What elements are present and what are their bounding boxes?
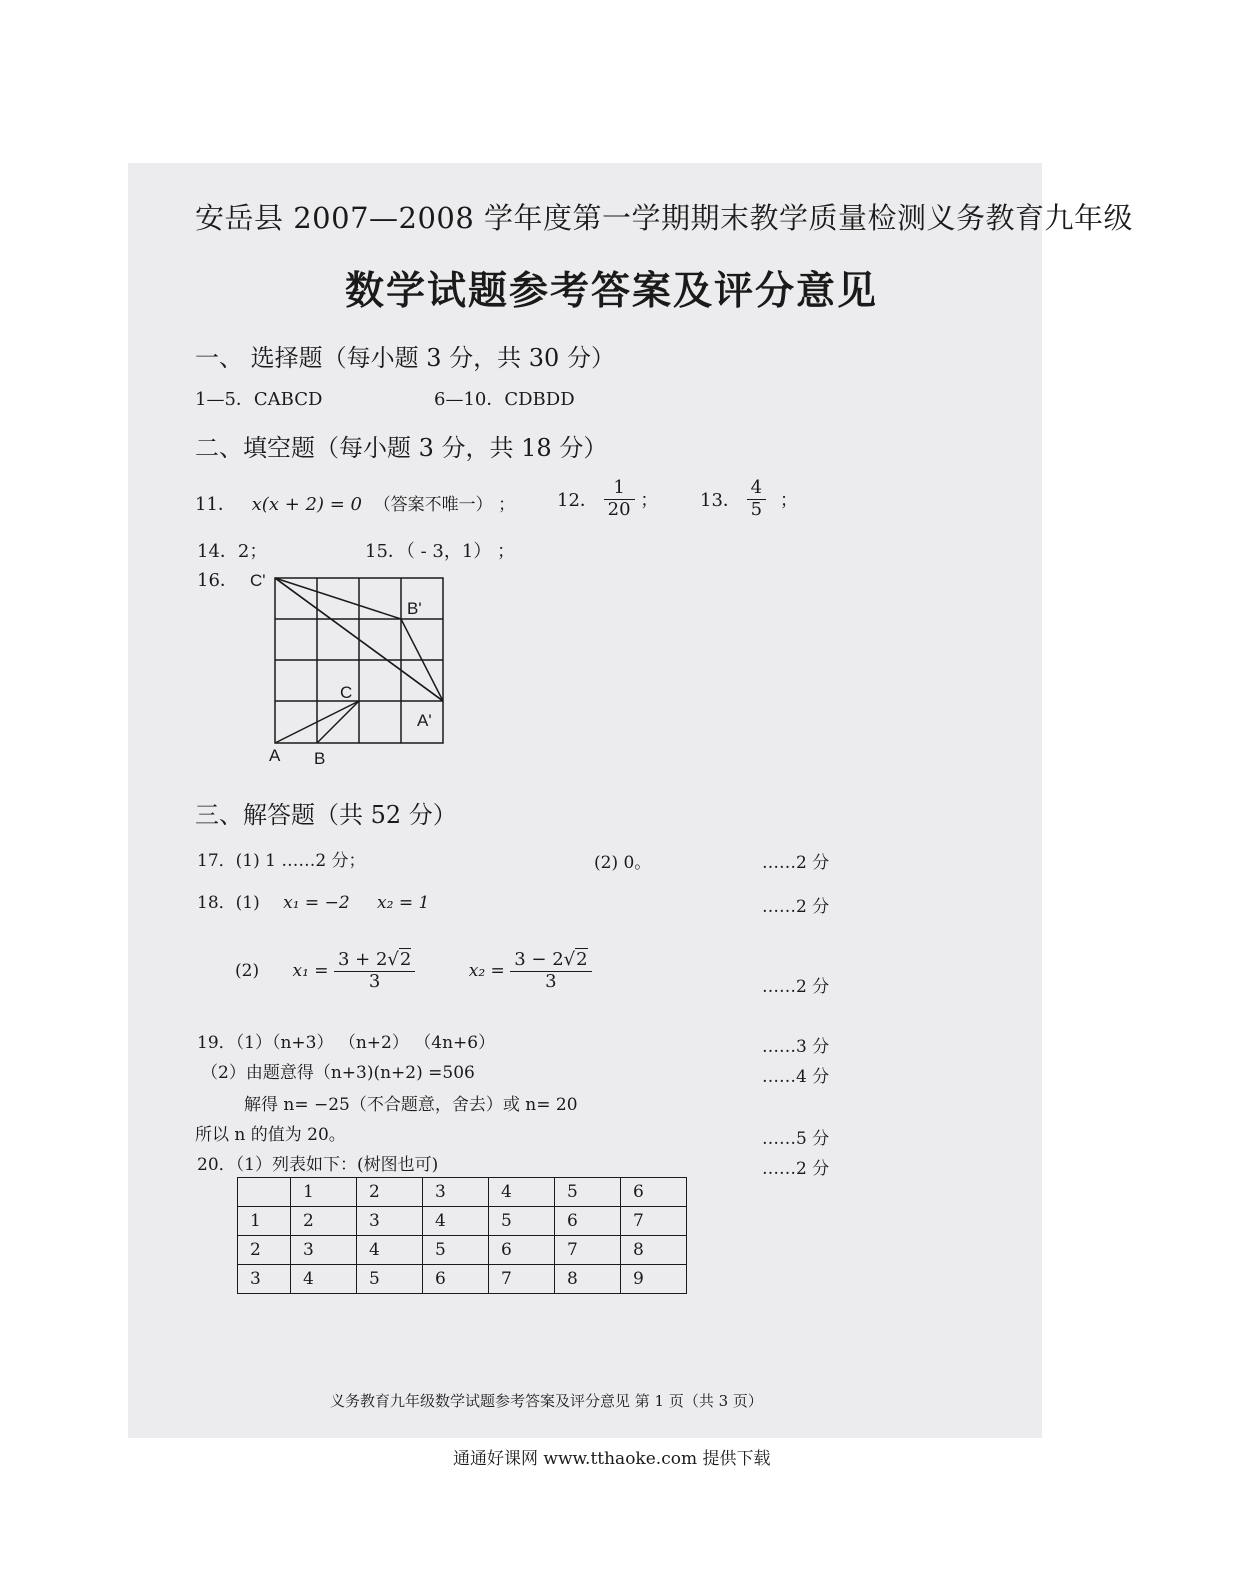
table-cell: 2: [291, 1207, 357, 1236]
table-cell: 2: [357, 1178, 423, 1207]
q18-part2-label: (2): [235, 961, 260, 982]
q18-part1-label: 18．(1): [197, 893, 260, 913]
table-row: [238, 1265, 687, 1294]
q19-conclusion: 所以 n 的值为 20。: [195, 1125, 346, 1145]
answers-1-5: 1—5．CABCD: [195, 389, 323, 410]
label-b-prime: B': [407, 599, 422, 618]
table-cell: 2: [238, 1236, 291, 1265]
q11: [195, 490, 515, 516]
section1-heading: 一、 选择题（每小题 3 分，共 30 分）: [195, 344, 615, 372]
dice-sum-table: [237, 1177, 687, 1294]
table-cell: 3: [423, 1178, 489, 1207]
label-c-prime: C': [250, 571, 266, 590]
q13: [700, 478, 798, 520]
q19-part2: （2）由题意得（n+3)(n+2) =506: [201, 1063, 475, 1083]
q18-x2-radicand: 2: [576, 949, 588, 970]
q18-x2-denominator: 3: [545, 970, 557, 992]
q12: [557, 478, 658, 520]
q19-conclusion-score: ……5 分: [762, 1129, 830, 1149]
table-cell: 5: [489, 1207, 555, 1236]
q11-label: 11．: [195, 494, 236, 515]
table-row: [238, 1236, 687, 1265]
q12-separator: ；: [640, 490, 659, 512]
label-a-prime: A': [417, 711, 432, 730]
q18-x1-numerator: 3 + 2: [337, 949, 388, 970]
q20-part1: 20．（1）列表如下：(树图也可): [197, 1155, 439, 1175]
q18-x2: x₂ = 1: [377, 893, 430, 913]
q11-expression: x(x + 2) = 0: [251, 494, 362, 515]
table-cell: 4: [489, 1178, 555, 1207]
q19-solution: 解得 n= −25（不合题意，舍去）或 n= 20: [244, 1095, 578, 1115]
table-cell: 7: [555, 1236, 621, 1265]
section3-heading: 三、解答题（共 52 分）: [195, 801, 457, 829]
page-footer: 义务教育九年级数学试题参考答案及评分意见 第 1 页（共 3 页）: [330, 1392, 763, 1410]
rotation-grid-figure: [250, 568, 455, 768]
q19-part1-score: ……3 分: [762, 1037, 830, 1057]
q17-score: ……2 分: [762, 853, 830, 873]
table-cell: 7: [621, 1207, 687, 1236]
q18-x1-fraction: $\frac{3 + 2√2}{3}$: [334, 950, 415, 992]
table-cell: 6: [621, 1178, 687, 1207]
table-cell: 8: [621, 1236, 687, 1265]
q19-part2-score: ……4 分: [762, 1067, 830, 1087]
q12-numerator: 1: [604, 478, 635, 500]
table-cell: 7: [489, 1265, 555, 1294]
q18-x1: x₁ = −2: [283, 893, 350, 913]
q13-fraction: [747, 478, 766, 520]
q17-part1: 17．(1) 1 ……2 分；: [197, 851, 366, 871]
table-cell: 1: [291, 1178, 357, 1207]
table-cell: 3: [238, 1265, 291, 1294]
q12-fraction: [604, 478, 635, 520]
table-cell: 5: [423, 1236, 489, 1265]
table-cell: 9: [621, 1265, 687, 1294]
answers-6-10: 6—10．CDBDD: [434, 389, 575, 410]
q18-x2-lhs: x₂ =: [468, 961, 505, 982]
q18-part2: [235, 950, 592, 992]
q19-part1: 19．（1）（n+3） （n+2） （4n+6）: [197, 1033, 496, 1053]
q20-part1-score: ……2 分: [762, 1159, 830, 1179]
page-title: 数学试题参考答案及评分意见: [345, 269, 879, 314]
table-cell: 6: [555, 1207, 621, 1236]
q18-x1-lhs: x₁ =: [292, 961, 329, 982]
q18-part1-score: ……2 分: [762, 897, 830, 917]
table-cell: 5: [357, 1265, 423, 1294]
table-cell: 3: [357, 1207, 423, 1236]
q13-numerator: 4: [747, 478, 766, 500]
section2-heading: 二、填空题（每小题 3 分，共 18 分）: [195, 434, 608, 462]
q12-denominator: 20: [607, 498, 631, 520]
table-cell: 4: [357, 1236, 423, 1265]
label-c: C: [340, 683, 353, 702]
q18-x2-numerator: 3 − 2: [514, 949, 564, 970]
table-cell: 1: [238, 1207, 291, 1236]
q18-x1-denominator: 3: [368, 970, 381, 992]
table-cell: 6: [489, 1236, 555, 1265]
table-cell: 6: [423, 1265, 489, 1294]
table-row: [238, 1207, 687, 1236]
q14: 14．2；: [197, 541, 268, 562]
q11-note: （答案不唯一） ；: [373, 495, 516, 515]
q18-x2-fraction: $\frac{3 - 2√2}{3}$: [510, 950, 591, 992]
q13-label: 13．: [700, 490, 741, 512]
table-cell: 8: [555, 1265, 621, 1294]
q18-part1: [197, 888, 429, 913]
label-a: A: [269, 746, 281, 765]
header-line1: 安岳县 2007—2008 学年度第一学期期末教学质量检测义务教育九年级: [195, 201, 1134, 235]
q16: 16．: [197, 570, 238, 591]
table-cell: 4: [291, 1265, 357, 1294]
q12-label: 12．: [557, 490, 598, 512]
q17-part2: (2) 0。: [594, 853, 652, 873]
table-cell: 3: [291, 1236, 357, 1265]
table-row: [238, 1178, 687, 1207]
table-cell: 5: [555, 1178, 621, 1207]
q18-x1-radicand: 2: [399, 949, 412, 970]
table-cell: [238, 1178, 291, 1207]
table-cell: 4: [423, 1207, 489, 1236]
download-credit: 通通好课网 www.tthaoke.com 提供下载: [453, 1449, 771, 1469]
q13-denominator: 5: [750, 498, 763, 520]
label-b: B: [314, 749, 326, 768]
q15: 15．（ - 3，1） ；: [365, 541, 516, 562]
q13-separator: ；: [779, 490, 798, 512]
q18-part2-score: ……2 分: [762, 977, 830, 997]
